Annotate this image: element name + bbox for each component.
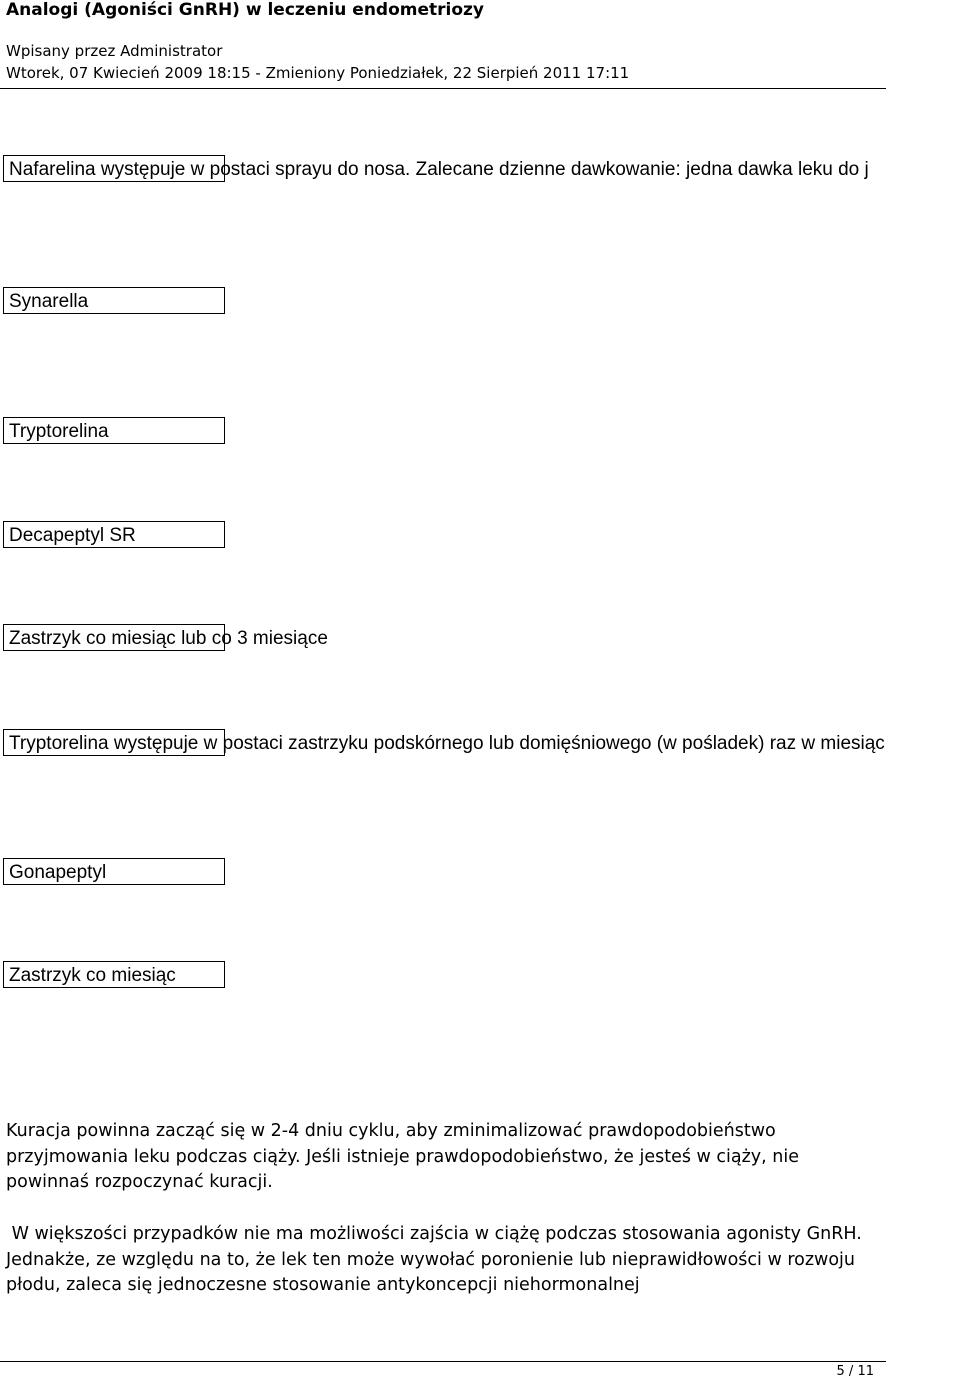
page-number: 5 / 11: [836, 1364, 874, 1379]
drug-name-gonapeptyl: Gonapeptyl: [9, 862, 107, 883]
date-line: Wtorek, 07 Kwiecień 2009 18:15 - Zmieniony Poniedziałek, 22 Sierpień 2011 17:11: [6, 64, 630, 82]
tryptorelina-description: Tryptorelina występuje w postaci zastrzyku podskórnego lub domięśniowego (w pośladek) raz w miesiąc: [9, 733, 885, 754]
table-row: [0, 729, 960, 759]
footer-divider: [0, 1361, 886, 1362]
paragraph-treatment-start: Kuracja powinna zacząć się w 2-4 dniu cyklu, aby zminimalizować prawdopodobieństwo przyjmowania leku podczas ciąży. Jeśli istnieje prawdopodobieństwo, że jesteś w ciąży, nie powinnaś rozpoczynać kuracji.: [6, 1121, 799, 1192]
paragraph-contraception: W większości przypadków nie ma możliwości zajścia w ciążę podczas stosowania agonisty GnRH. Jednakże, ze względu na to, że lek ten może wywołać poronienie lub nieprawidłowości w rozwoju płodu, zaleca się jednoczesne stosowanie antykoncepcji niehormonalnej: [6, 1224, 868, 1295]
dosage-1-or-3-months: Zastrzyk co miesiąc lub co 3 miesiące: [9, 628, 328, 649]
drug-name-synarella: Synarella: [9, 291, 89, 312]
dosage-monthly: Zastrzyk co miesiąc: [9, 965, 176, 986]
page-title: Analogi (Agoniści GnRH) w leczeniu endometriozy: [6, 0, 485, 20]
nafarelina-description: Nafarelina występuje w postaci sprayu do nosa. Zalecane dzienne dawkowanie: jedna dawka leku do j: [9, 159, 869, 180]
author-line: Wpisany przez Administrator: [6, 42, 223, 60]
drug-name-tryptorelina: Tryptorelina: [9, 421, 109, 442]
table-row: [0, 155, 960, 185]
drug-name-decapeptyl: Decapeptyl SR: [9, 525, 136, 546]
header-divider: [0, 88, 886, 89]
